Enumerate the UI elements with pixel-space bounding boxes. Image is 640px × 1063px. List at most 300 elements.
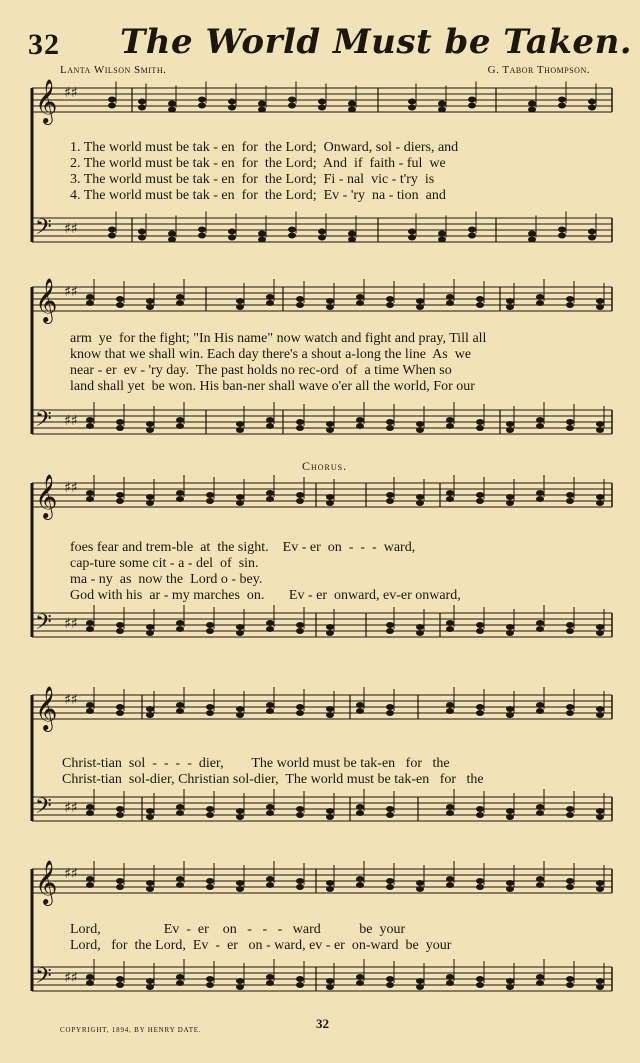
note-head bbox=[266, 876, 274, 882]
note-head bbox=[296, 878, 304, 884]
note-head bbox=[228, 228, 236, 234]
note-head bbox=[198, 96, 206, 102]
note-head bbox=[288, 232, 296, 238]
note-head bbox=[326, 886, 334, 892]
note-head bbox=[356, 702, 364, 708]
note-head bbox=[266, 294, 274, 300]
note-head bbox=[356, 708, 364, 714]
note-head bbox=[168, 230, 176, 236]
note-head bbox=[446, 496, 454, 502]
note-head bbox=[266, 490, 274, 496]
note-head bbox=[146, 712, 154, 718]
note-head bbox=[506, 880, 514, 886]
note-head bbox=[326, 978, 334, 984]
note-head bbox=[416, 886, 424, 892]
note-head bbox=[446, 490, 454, 496]
note-head bbox=[596, 984, 604, 990]
page-number: 32 bbox=[316, 1016, 329, 1031]
note-head bbox=[566, 302, 574, 308]
note-head bbox=[296, 425, 304, 431]
note-head bbox=[116, 806, 124, 812]
note-head bbox=[326, 808, 334, 814]
note-head bbox=[386, 806, 394, 812]
note-head bbox=[386, 812, 394, 818]
note-head bbox=[386, 296, 394, 302]
note-head bbox=[296, 419, 304, 425]
note-head bbox=[228, 234, 236, 240]
note-head bbox=[326, 421, 334, 427]
note-head bbox=[326, 984, 334, 990]
note-head bbox=[86, 804, 94, 810]
note-head bbox=[228, 104, 236, 110]
note-head bbox=[206, 806, 214, 812]
note-head bbox=[296, 628, 304, 634]
note-head bbox=[566, 704, 574, 710]
composer-credit: G. Tabor Thompson. bbox=[487, 64, 590, 76]
note-head bbox=[558, 232, 566, 238]
key-signature-sharps: ♯♯ bbox=[64, 970, 78, 986]
note-head bbox=[596, 808, 604, 814]
note-head bbox=[596, 304, 604, 310]
note-head bbox=[86, 810, 94, 816]
note-head bbox=[356, 974, 364, 980]
bass-clef: 𝄢 bbox=[35, 215, 52, 245]
note-head bbox=[266, 300, 274, 306]
note-head bbox=[416, 978, 424, 984]
note-head bbox=[468, 226, 476, 232]
note-head bbox=[348, 236, 356, 242]
note-head bbox=[558, 102, 566, 108]
note-head bbox=[446, 876, 454, 882]
note-head bbox=[146, 624, 154, 630]
note-head bbox=[536, 882, 544, 888]
lyric-line: near - er ev - 'ry day. The past holds no rec-ord of a time When so bbox=[70, 363, 452, 378]
note-head bbox=[266, 882, 274, 888]
lyric-line: ma - ny as now the Lord o - bey. bbox=[70, 572, 263, 587]
note-head bbox=[236, 886, 244, 892]
note-head bbox=[386, 302, 394, 308]
note-head bbox=[176, 300, 184, 306]
note-head bbox=[356, 882, 364, 888]
note-head bbox=[446, 804, 454, 810]
note-head bbox=[266, 974, 274, 980]
note-head bbox=[528, 230, 536, 236]
note-head bbox=[236, 630, 244, 636]
note-head bbox=[326, 712, 334, 718]
note-head bbox=[228, 98, 236, 104]
note-head bbox=[258, 236, 266, 242]
note-head bbox=[326, 427, 334, 433]
note-head bbox=[386, 419, 394, 425]
note-head bbox=[146, 880, 154, 886]
note-head bbox=[536, 496, 544, 502]
note-head bbox=[266, 620, 274, 626]
note-head bbox=[296, 884, 304, 890]
note-head bbox=[198, 102, 206, 108]
note-head bbox=[416, 500, 424, 506]
note-head bbox=[108, 232, 116, 238]
key-signature-sharps: ♯♯ bbox=[64, 221, 78, 237]
note-head bbox=[288, 96, 296, 102]
note-head bbox=[536, 423, 544, 429]
note-head bbox=[506, 712, 514, 718]
note-head bbox=[176, 882, 184, 888]
note-head bbox=[416, 421, 424, 427]
note-head bbox=[236, 978, 244, 984]
note-head bbox=[416, 427, 424, 433]
note-head bbox=[236, 814, 244, 820]
key-signature-sharps: ♯♯ bbox=[64, 692, 78, 708]
note-head bbox=[596, 630, 604, 636]
note-head bbox=[146, 984, 154, 990]
note-head bbox=[446, 626, 454, 632]
note-head bbox=[108, 102, 116, 108]
note-head bbox=[236, 304, 244, 310]
note-head bbox=[176, 702, 184, 708]
note-head bbox=[176, 620, 184, 626]
lyric-line: Lord, Ev - er on - - - ward be your bbox=[70, 922, 406, 937]
note-head bbox=[386, 704, 394, 710]
note-head bbox=[416, 304, 424, 310]
note-head bbox=[596, 500, 604, 506]
note-head bbox=[176, 490, 184, 496]
note-head bbox=[168, 106, 176, 112]
note-head bbox=[506, 984, 514, 990]
note-head bbox=[288, 226, 296, 232]
note-head bbox=[408, 228, 416, 234]
note-head bbox=[146, 421, 154, 427]
note-head bbox=[176, 876, 184, 882]
key-signature-sharps: ♯♯ bbox=[64, 616, 78, 632]
note-head bbox=[566, 884, 574, 890]
note-head bbox=[206, 884, 214, 890]
note-head bbox=[596, 494, 604, 500]
note-head bbox=[476, 628, 484, 634]
treble-clef: 𝄞 bbox=[35, 860, 58, 904]
note-head bbox=[536, 708, 544, 714]
note-head bbox=[116, 622, 124, 628]
note-head bbox=[476, 419, 484, 425]
lyric-line: Lord, for the Lord, Ev - er on - ward, ev - er on-ward be your bbox=[70, 938, 452, 953]
note-head bbox=[326, 500, 334, 506]
lyric-line: know that we shall win. Each day there's a shout a-long the line As we bbox=[70, 347, 472, 362]
note-head bbox=[236, 298, 244, 304]
note-head bbox=[528, 106, 536, 112]
lyric-line: 3. The world must be tak - en for the Lord; Fi - nal vic - t'ry is bbox=[70, 172, 435, 187]
note-head bbox=[596, 706, 604, 712]
chorus-label: Chorus. bbox=[302, 459, 348, 473]
note-head bbox=[138, 98, 146, 104]
note-head bbox=[476, 812, 484, 818]
note-head bbox=[86, 702, 94, 708]
note-head bbox=[506, 706, 514, 712]
note-head bbox=[588, 104, 596, 110]
note-head bbox=[356, 810, 364, 816]
note-head bbox=[476, 296, 484, 302]
note-head bbox=[296, 710, 304, 716]
copyright-notice: COPYRIGHT, 1894, BY HENRY DATE. bbox=[60, 1026, 202, 1034]
note-head bbox=[536, 294, 544, 300]
note-head bbox=[266, 702, 274, 708]
lyric-line: Christ-tian sol - - - - dier, The world must be tak-en for the bbox=[62, 756, 450, 771]
note-head bbox=[536, 980, 544, 986]
lyric-line: Christ-tian sol-dier, Christian sol-dier, The world must be tak-en for the bbox=[62, 772, 484, 787]
note-head bbox=[356, 294, 364, 300]
note-head bbox=[446, 417, 454, 423]
treble-clef: 𝄞 bbox=[35, 79, 58, 123]
note-head bbox=[266, 496, 274, 502]
note-head bbox=[116, 884, 124, 890]
note-head bbox=[206, 878, 214, 884]
note-head bbox=[416, 984, 424, 990]
note-head bbox=[356, 423, 364, 429]
note-head bbox=[236, 427, 244, 433]
key-signature-sharps: ♯♯ bbox=[64, 866, 78, 882]
note-head bbox=[446, 300, 454, 306]
note-head bbox=[386, 622, 394, 628]
note-head bbox=[386, 425, 394, 431]
note-head bbox=[266, 423, 274, 429]
key-signature-sharps: ♯♯ bbox=[64, 85, 78, 101]
note-head bbox=[296, 982, 304, 988]
note-head bbox=[476, 704, 484, 710]
note-head bbox=[438, 236, 446, 242]
note-head bbox=[438, 230, 446, 236]
note-head bbox=[386, 878, 394, 884]
note-head bbox=[588, 98, 596, 104]
note-head bbox=[318, 234, 326, 240]
note-head bbox=[296, 296, 304, 302]
note-head bbox=[416, 630, 424, 636]
lyric-line: cap-ture some cit - a - del of sin. bbox=[70, 556, 259, 571]
note-head bbox=[386, 628, 394, 634]
note-head bbox=[198, 232, 206, 238]
note-head bbox=[116, 982, 124, 988]
note-head bbox=[176, 626, 184, 632]
lyric-line: 4. The world must be tak - en for the Lord; Ev - 'ry na - tion and bbox=[70, 188, 446, 203]
note-head bbox=[116, 878, 124, 884]
key-signature-sharps: ♯♯ bbox=[64, 284, 78, 300]
note-head bbox=[326, 706, 334, 712]
note-head bbox=[438, 106, 446, 112]
note-head bbox=[236, 494, 244, 500]
note-head bbox=[236, 808, 244, 814]
note-head bbox=[146, 630, 154, 636]
note-head bbox=[386, 498, 394, 504]
note-head bbox=[86, 620, 94, 626]
note-head bbox=[596, 880, 604, 886]
note-head bbox=[356, 804, 364, 810]
note-head bbox=[258, 230, 266, 236]
note-head bbox=[476, 492, 484, 498]
note-head bbox=[536, 876, 544, 882]
treble-clef: 𝄞 bbox=[35, 686, 58, 730]
note-head bbox=[356, 876, 364, 882]
note-head bbox=[86, 417, 94, 423]
note-head bbox=[86, 980, 94, 986]
note-head bbox=[596, 814, 604, 820]
note-head bbox=[446, 810, 454, 816]
note-head bbox=[116, 425, 124, 431]
note-head bbox=[596, 421, 604, 427]
note-head bbox=[386, 982, 394, 988]
note-head bbox=[138, 104, 146, 110]
note-head bbox=[206, 976, 214, 982]
note-head bbox=[146, 500, 154, 506]
hymn-number: 32 bbox=[28, 28, 60, 61]
note-head bbox=[348, 100, 356, 106]
note-head bbox=[326, 304, 334, 310]
note-head bbox=[236, 712, 244, 718]
note-head bbox=[468, 102, 476, 108]
treble-clef: 𝄞 bbox=[35, 474, 58, 518]
note-head bbox=[506, 494, 514, 500]
note-head bbox=[86, 974, 94, 980]
note-head bbox=[528, 236, 536, 242]
note-head bbox=[116, 419, 124, 425]
note-head bbox=[468, 232, 476, 238]
note-head bbox=[318, 98, 326, 104]
note-head bbox=[176, 810, 184, 816]
note-head bbox=[138, 234, 146, 240]
note-head bbox=[476, 425, 484, 431]
note-head bbox=[476, 884, 484, 890]
note-head bbox=[146, 427, 154, 433]
note-head bbox=[536, 702, 544, 708]
note-head bbox=[566, 976, 574, 982]
note-head bbox=[146, 298, 154, 304]
bass-clef: 𝄢 bbox=[35, 610, 52, 640]
note-head bbox=[206, 498, 214, 504]
note-head bbox=[296, 976, 304, 982]
note-head bbox=[506, 427, 514, 433]
note-head bbox=[146, 814, 154, 820]
note-head bbox=[258, 106, 266, 112]
note-head bbox=[408, 234, 416, 240]
note-head bbox=[116, 710, 124, 716]
note-head bbox=[266, 804, 274, 810]
note-head bbox=[168, 236, 176, 242]
note-head bbox=[258, 100, 266, 106]
note-head bbox=[476, 976, 484, 982]
note-head bbox=[506, 630, 514, 636]
note-head bbox=[138, 228, 146, 234]
note-head bbox=[116, 296, 124, 302]
note-head bbox=[168, 100, 176, 106]
note-head bbox=[288, 102, 296, 108]
note-head bbox=[416, 298, 424, 304]
note-head bbox=[326, 298, 334, 304]
note-head bbox=[536, 974, 544, 980]
note-head bbox=[176, 496, 184, 502]
note-head bbox=[506, 624, 514, 630]
note-head bbox=[206, 492, 214, 498]
key-signature-sharps: ♯♯ bbox=[64, 413, 78, 429]
note-head bbox=[236, 706, 244, 712]
note-head bbox=[296, 806, 304, 812]
note-head bbox=[566, 419, 574, 425]
note-head bbox=[566, 425, 574, 431]
note-head bbox=[318, 228, 326, 234]
note-head bbox=[116, 976, 124, 982]
note-head bbox=[408, 98, 416, 104]
note-head bbox=[536, 810, 544, 816]
note-head bbox=[528, 100, 536, 106]
note-head bbox=[558, 96, 566, 102]
note-head bbox=[116, 812, 124, 818]
note-head bbox=[296, 302, 304, 308]
note-head bbox=[266, 626, 274, 632]
note-head bbox=[438, 100, 446, 106]
note-head bbox=[506, 421, 514, 427]
note-head bbox=[506, 500, 514, 506]
note-head bbox=[116, 704, 124, 710]
lyric-line: 2. The world must be tak - en for the Lord; And if faith - ful we bbox=[70, 156, 446, 171]
note-head bbox=[566, 498, 574, 504]
note-head bbox=[566, 878, 574, 884]
note-head bbox=[506, 814, 514, 820]
note-head bbox=[446, 882, 454, 888]
lyric-line: God with his ar - my marches on. Ev - er onward, ev-er onward, bbox=[70, 588, 461, 603]
note-head bbox=[476, 302, 484, 308]
note-head bbox=[566, 622, 574, 628]
note-head bbox=[536, 490, 544, 496]
note-head bbox=[416, 880, 424, 886]
note-head bbox=[206, 704, 214, 710]
note-head bbox=[536, 626, 544, 632]
note-head bbox=[116, 628, 124, 634]
note-head bbox=[176, 417, 184, 423]
note-head bbox=[506, 298, 514, 304]
note-head bbox=[296, 492, 304, 498]
note-head bbox=[326, 880, 334, 886]
note-head bbox=[536, 417, 544, 423]
note-head bbox=[296, 498, 304, 504]
note-head bbox=[476, 982, 484, 988]
note-head bbox=[476, 622, 484, 628]
note-head bbox=[296, 622, 304, 628]
note-head bbox=[536, 300, 544, 306]
note-head bbox=[206, 622, 214, 628]
note-head bbox=[116, 498, 124, 504]
note-head bbox=[326, 494, 334, 500]
note-head bbox=[206, 812, 214, 818]
note-head bbox=[326, 630, 334, 636]
note-head bbox=[296, 812, 304, 818]
bass-clef: 𝄢 bbox=[35, 794, 52, 824]
note-head bbox=[476, 806, 484, 812]
note-head bbox=[146, 494, 154, 500]
key-signature-sharps: ♯♯ bbox=[64, 480, 78, 496]
note-head bbox=[536, 620, 544, 626]
note-head bbox=[386, 492, 394, 498]
note-head bbox=[116, 492, 124, 498]
note-head bbox=[206, 628, 214, 634]
note-head bbox=[446, 708, 454, 714]
note-head bbox=[176, 708, 184, 714]
note-head bbox=[86, 294, 94, 300]
treble-clef: 𝄞 bbox=[35, 278, 58, 322]
note-head bbox=[506, 808, 514, 814]
note-head bbox=[446, 294, 454, 300]
note-head bbox=[146, 808, 154, 814]
note-head bbox=[296, 704, 304, 710]
note-head bbox=[468, 96, 476, 102]
note-head bbox=[566, 492, 574, 498]
note-head bbox=[206, 982, 214, 988]
note-head bbox=[326, 814, 334, 820]
note-head bbox=[266, 980, 274, 986]
